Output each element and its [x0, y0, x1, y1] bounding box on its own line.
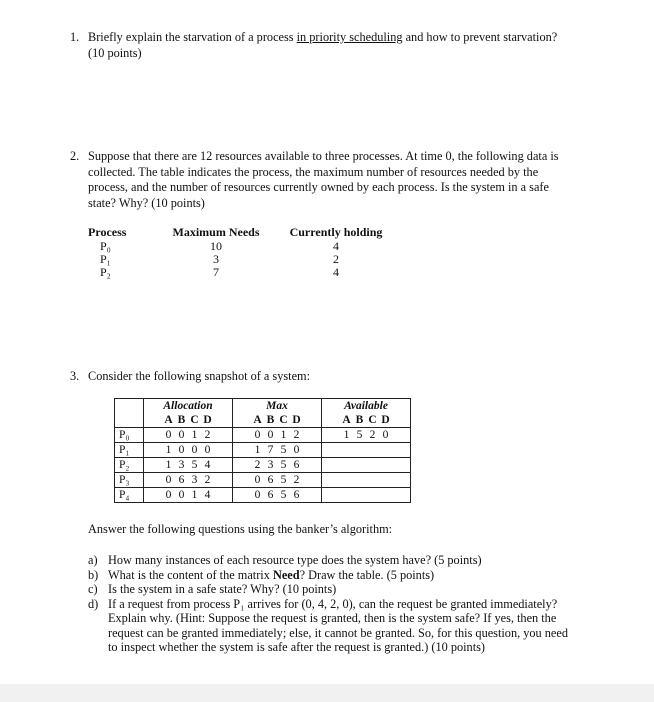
- table-row: [115, 488, 411, 503]
- question-text: Consider the following snapshot of a system:: [88, 369, 311, 383]
- item-marker: b): [88, 567, 99, 582]
- answer-intro: Answer the following questions using the banker’s algorithm:: [88, 522, 393, 536]
- max-values: 0 0 1 2: [233, 428, 322, 443]
- process-label: P₀: [115, 428, 144, 443]
- question-text: [88, 30, 557, 61]
- available-values: [322, 473, 411, 488]
- page-bottom-edge: [0, 684, 654, 702]
- allocation-values: 1 3 5 4: [144, 458, 233, 473]
- item-text-line: Explain why. (Hint: Suppose the request is granted, then is the system safe? If yes, then the: [108, 611, 557, 625]
- item-marker: d): [88, 596, 99, 611]
- max-needs-value: 10: [210, 239, 222, 253]
- allocation-letters: A B C D: [144, 413, 233, 428]
- process-label: P₀: [100, 239, 111, 253]
- holding-value: 4: [333, 265, 339, 279]
- text-line: Suppose that there are 12 resources available to three processes. At time 0, the following data is: [88, 149, 559, 163]
- process-label: P₂: [100, 265, 111, 279]
- underlined-text: in priority scheduling: [296, 30, 403, 44]
- text-line: state? Why? (10 points): [88, 195, 205, 210]
- header-maximum-needs: Maximum Needs: [172, 225, 260, 239]
- item-text: ? Draw the table. (5 points): [299, 567, 435, 582]
- holding-value: 2: [333, 252, 339, 266]
- question-number: 3.: [70, 369, 80, 383]
- available-values: 1 5 2 0: [322, 428, 411, 443]
- max-letters: A B C D: [233, 413, 322, 428]
- process-label: P₁: [115, 443, 144, 458]
- available-letters: A B C D: [322, 413, 411, 428]
- header-available: Available: [322, 399, 411, 414]
- header-allocation: Allocation: [144, 399, 233, 414]
- list-item: [88, 553, 608, 568]
- header-process: Process: [88, 225, 127, 239]
- bold-text: Need: [272, 567, 300, 582]
- table-row: [88, 253, 398, 266]
- header-max: Max: [233, 399, 322, 414]
- question-number: 1.: [70, 30, 80, 44]
- item-marker: a): [88, 553, 98, 567]
- table-row: [88, 266, 398, 279]
- question-number: 2.: [70, 149, 80, 163]
- max-values: 2 3 5 6: [233, 458, 322, 473]
- table-row: [115, 473, 411, 488]
- allocation-values: 0 6 3 2: [144, 473, 233, 488]
- table-row: [115, 428, 411, 443]
- process-label: P₃: [115, 473, 144, 488]
- item-text: Is the system in a safe state? Why? (10 points): [108, 582, 337, 596]
- item-marker: c): [88, 582, 98, 596]
- max-needs-value: 7: [213, 265, 219, 279]
- text-segment: Briefly explain the starvation of a process: [88, 30, 297, 44]
- text-line: process, and the number of resources currently owned by each process. Is the system in a safe: [88, 180, 549, 194]
- table-row: [115, 458, 411, 473]
- item-text: What is the content of the matrix: [108, 567, 273, 582]
- text-segment: and how to prevent starvation?: [402, 30, 558, 44]
- table-row: [115, 443, 411, 458]
- question-text: [88, 149, 559, 211]
- item-text-line: If a request from process P₁ arrives for (0, 4, 2, 0), can the request be granted immediately?: [108, 596, 558, 611]
- list-item: [88, 568, 608, 583]
- item-text: How many instances of each resource type does the system have? (5 points): [108, 553, 482, 567]
- process-label: P₄: [115, 488, 144, 503]
- process-label: P₁: [100, 252, 111, 266]
- available-values: [322, 488, 411, 503]
- process-table: [88, 226, 398, 279]
- process-table-header: [88, 226, 398, 239]
- holding-value: 4: [333, 239, 339, 253]
- available-values: [322, 458, 411, 473]
- process-label: P₂: [115, 458, 144, 473]
- max-values: 0 6 5 6: [233, 488, 322, 503]
- allocation-values: 0 0 1 4: [144, 488, 233, 503]
- item-text-line: to inspect whether the system is safe after the request is granted.) (10 points): [108, 640, 485, 654]
- max-values: 1 7 5 0: [233, 443, 322, 458]
- snapshot-table: [114, 398, 411, 503]
- allocation-values: 0 0 1 2: [144, 428, 233, 443]
- max-values: 0 6 5 2: [233, 473, 322, 488]
- group-header-row: [115, 399, 411, 414]
- table-row: [88, 240, 398, 253]
- subquestion-list: [88, 553, 608, 655]
- corner-cell: [115, 399, 144, 414]
- list-item: [88, 582, 608, 597]
- max-needs-value: 3: [213, 252, 219, 266]
- available-values: [322, 443, 411, 458]
- item-text-line: request can be granted immediately; else, it cannot be granted. So, for this question, you need: [108, 625, 568, 640]
- allocation-values: 1 0 0 0: [144, 443, 233, 458]
- list-item: [88, 597, 608, 655]
- corner-cell: [115, 413, 144, 428]
- letter-header-row: [115, 413, 411, 428]
- text-line: collected. The table indicates the process, the maximum number of resources needed by the: [88, 164, 539, 179]
- points-label: (10 points): [88, 45, 142, 60]
- header-currently-holding: Currently holding: [289, 225, 383, 239]
